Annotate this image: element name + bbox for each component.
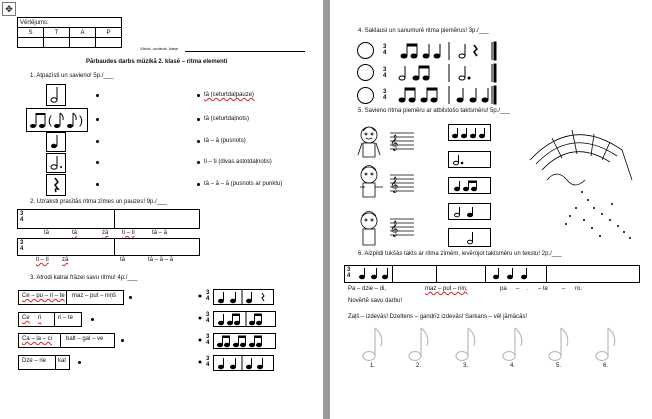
grade-table — [17, 17, 122, 48]
grade-col: T — [44, 28, 70, 38]
rhythm-examples-icon — [382, 40, 552, 108]
right-page — [330, 0, 652, 419]
phrase-text: balt – gal – ve — [66, 336, 104, 342]
match-dot[interactable] — [197, 118, 200, 121]
task6-heading: 6. Aizpildi tukšās takts ar ritma zīmēm, ievērojot taktsmēru un tekstu! 2p./___ — [358, 251, 562, 257]
task4-heading: 4. Saklausi un sanumurē ritma piemērus! 3p./___ — [358, 28, 489, 34]
svg-text:4: 4 — [206, 318, 210, 324]
phrase-text: kal — [58, 358, 66, 364]
task1-answer: ti – ti (divas astotdaļnotis) — [204, 159, 272, 165]
syllable: tā – ā — [152, 230, 168, 236]
lyric: – — [516, 286, 520, 292]
rhythm-cards-icon — [448, 124, 510, 250]
lyric: . — [527, 286, 529, 292]
note-number: 3. — [463, 363, 469, 369]
svg-text:3: 3 — [383, 89, 387, 95]
eighth-notes-group-icon — [26, 108, 88, 132]
phrase-text: ri – te — [58, 315, 74, 321]
task1-answer: tā (ceturtdaļnots) — [204, 116, 250, 122]
rhythm-staff-2 — [17, 238, 200, 256]
bar-line — [55, 355, 56, 369]
svg-text:3: 3 — [206, 356, 210, 362]
syllable: tā — [120, 257, 126, 263]
bar-line — [114, 238, 115, 255]
lyric-part: Pa – dzie – di, — [348, 286, 387, 292]
self-eval-notes-icon — [360, 324, 630, 364]
grade-col: A — [70, 28, 96, 38]
note-number: 4. — [510, 363, 516, 369]
left-page — [0, 0, 323, 419]
syllable: zā — [62, 257, 69, 263]
match-dot[interactable] — [96, 161, 99, 164]
bar-line — [66, 290, 67, 304]
syllable: ti – ti — [36, 257, 49, 263]
task1-answer: tā – ā – ā (pusnots ar punktu) — [204, 181, 283, 187]
task5-heading: 5. Savieno ritma piemēru ar atbilstošo taktsmēru! 5p./___ — [358, 108, 511, 114]
answer-circle[interactable] — [357, 87, 374, 104]
match-dot[interactable] — [96, 94, 99, 97]
time-signature: 3 4 — [20, 240, 24, 252]
quarter-rest-icon — [46, 174, 66, 196]
name-line-label: Vārds, uzvārds, klase — [140, 46, 179, 51]
half-note-icon — [46, 84, 66, 106]
rhythm-options-icon — [196, 288, 296, 376]
match-dot[interactable] — [78, 361, 81, 364]
note-number: 5. — [556, 363, 562, 369]
match-dot[interactable] — [129, 296, 132, 299]
bar-line — [546, 265, 547, 282]
dotted-half-note-icon — [46, 153, 66, 173]
legend-text: Zaļš – izdevās! Dzeltens – gandrīz izdevās! Sarkans – vēl jāmācās! — [348, 314, 528, 320]
match-dot[interactable] — [96, 183, 99, 186]
phrase-text: maz – put – niņš — [72, 293, 117, 299]
task3-heading: 3. Atrodi katrai frāzei savu ritmu! 4p./___ — [30, 275, 138, 281]
svg-text:): ) — [79, 113, 83, 127]
bar-line — [60, 333, 61, 347]
lyric: maz – put – niņ, — [425, 286, 468, 292]
grade-col: P — [96, 28, 122, 38]
svg-text:4: 4 — [206, 296, 210, 302]
answer-circle[interactable] — [357, 42, 374, 59]
svg-text:𝄞: 𝄞 — [390, 221, 399, 237]
evaluate-text: Novērtē savu darbu! — [348, 298, 403, 304]
lyric — [348, 286, 386, 293]
answer-circle[interactable] — [357, 64, 374, 81]
page-title: Pārbaudes darbs mūzikā 2. klasē – ritma elementi — [86, 59, 228, 65]
time-signature: 3 4 — [347, 267, 351, 279]
phrase-text: Dze – rie — [22, 358, 47, 364]
bar-line — [114, 209, 115, 228]
bar-line — [54, 312, 55, 326]
svg-text:3: 3 — [383, 67, 387, 73]
note-number: 2. — [416, 363, 422, 369]
lyric: pa — [500, 286, 507, 292]
svg-text:4: 4 — [383, 50, 387, 56]
syllable: tā — [72, 230, 78, 236]
match-dot[interactable] — [197, 94, 200, 97]
match-dot[interactable] — [96, 118, 99, 121]
svg-text:3: 3 — [206, 334, 210, 340]
quarter-note-icon — [46, 132, 66, 152]
time-signature: 3 4 — [20, 211, 24, 223]
svg-text:3: 3 — [383, 44, 387, 50]
name-line — [185, 51, 305, 52]
rhythm-staff-1 — [17, 209, 200, 229]
svg-text:3: 3 — [206, 312, 210, 318]
svg-text:(: ( — [48, 113, 52, 127]
svg-text:𝄞: 𝄞 — [390, 177, 399, 193]
match-dot[interactable] — [197, 183, 200, 186]
syllable: zā — [102, 230, 109, 236]
svg-text:3: 3 — [206, 290, 210, 296]
phrase-text: ri — [38, 315, 42, 321]
svg-text:4: 4 — [383, 95, 387, 101]
lyric: ro. — [575, 286, 583, 292]
task2-heading: 2. Uzraksti prasītās ritma zīmes un pauzes! 9p./___ — [30, 199, 167, 205]
syllable: ti – ti — [122, 230, 135, 236]
phrase-text: Ce – pu – ri – te — [22, 293, 65, 299]
move-handle-icon[interactable]: ✥ — [2, 2, 16, 16]
phrase-text: Ce — [22, 315, 30, 321]
lyric: – te — [538, 286, 549, 292]
dot-to-dot-drawing — [522, 120, 642, 248]
grade-label: Vērtējums: — [18, 18, 122, 28]
match-dot[interactable] — [121, 339, 124, 342]
syllable: tā – ā – ā — [148, 257, 174, 263]
note-number: 6. — [603, 363, 609, 369]
match-dot[interactable] — [197, 161, 200, 164]
children-illustration — [354, 123, 416, 253]
task6-notes-icon — [356, 266, 546, 281]
grade-col: S — [18, 28, 44, 38]
lyric: – — [562, 286, 566, 292]
match-dot[interactable] — [197, 140, 200, 143]
task1-heading: 1. Atpazīsti un savieno! 5p./___ — [30, 73, 114, 79]
svg-text:4: 4 — [206, 362, 210, 368]
note-number: 1. — [370, 363, 376, 369]
match-dot[interactable] — [96, 140, 99, 143]
task1-answer: tā (ceturtdaļpauze) — [204, 92, 255, 98]
syllable: tā — [44, 230, 50, 236]
svg-text:4: 4 — [206, 340, 210, 346]
task1-answer: tā – ā (pusnots) — [204, 138, 246, 144]
match-dot[interactable] — [91, 318, 94, 321]
phrase-text: Ca – la – ci — [22, 336, 53, 342]
svg-text:4: 4 — [383, 73, 387, 79]
svg-text:𝄞: 𝄞 — [390, 135, 399, 151]
